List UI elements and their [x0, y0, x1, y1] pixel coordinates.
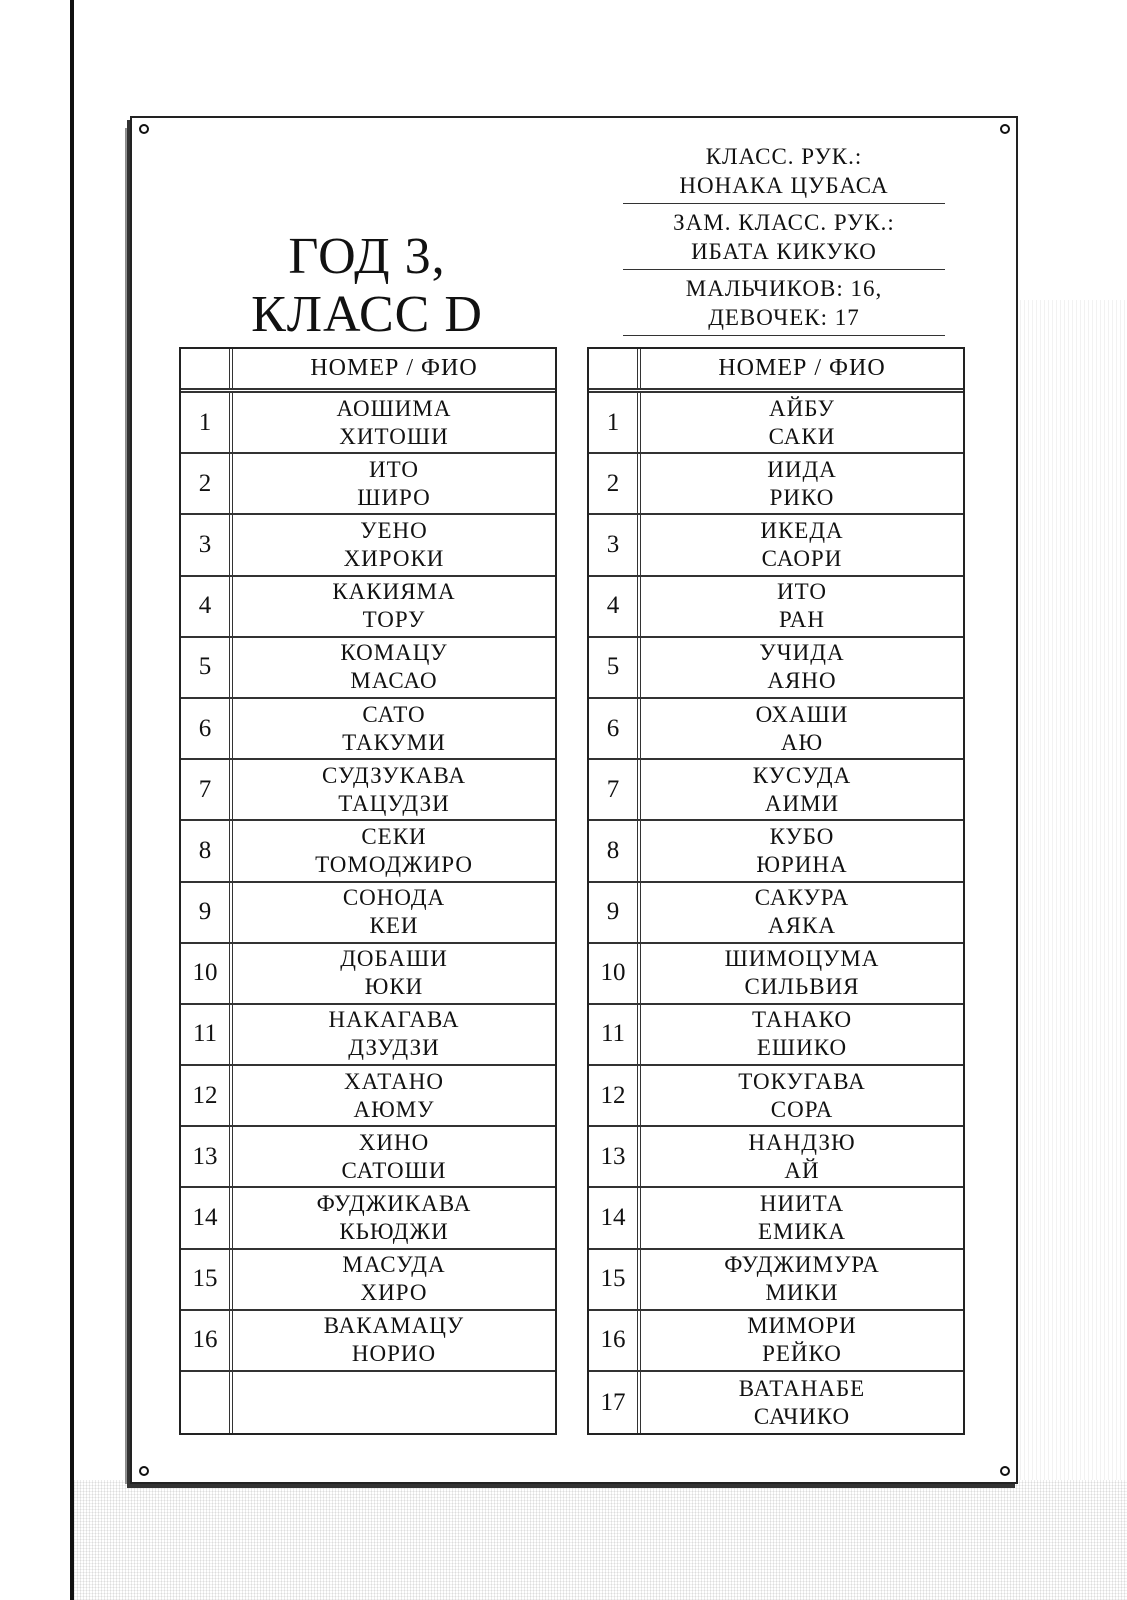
table-row: [181, 1005, 555, 1066]
student-number: 10: [589, 944, 641, 1003]
table-row: [589, 515, 963, 576]
table-row: [589, 760, 963, 821]
student-name: [233, 883, 555, 942]
class-title-year: ГОД 3,: [288, 228, 446, 285]
student-number: 8: [181, 821, 233, 880]
student-last-name: АОШИМА: [336, 395, 452, 421]
header-label: НОМЕР / ФИО: [718, 355, 886, 381]
student-number: 9: [181, 883, 233, 942]
boys-count: МАЛЬЧИКОВ: 16,: [685, 276, 883, 301]
student-name: [641, 883, 963, 942]
student-last-name: ВАТАНАБЕ: [738, 1375, 866, 1401]
header-label: НОМЕР / ФИО: [310, 355, 478, 381]
table-row: [181, 699, 555, 760]
student-first-name: АЮМУ: [353, 1096, 435, 1122]
student-number: 6: [589, 699, 641, 758]
student-last-name: ХАТАНО: [344, 1068, 444, 1094]
student-last-name: ИИДА: [767, 456, 837, 482]
homeroom-teacher-name: НОНАКА ЦУБАСА: [679, 173, 889, 198]
table-row: [181, 515, 555, 576]
student-number: 16: [181, 1311, 233, 1370]
assistant-teacher: [623, 206, 945, 270]
table-row: [589, 1127, 963, 1188]
table-row: [181, 1372, 555, 1433]
table-row: [589, 883, 963, 944]
student-first-name: ТАКУМИ: [342, 729, 446, 755]
student-number: 12: [589, 1066, 641, 1125]
table-row: [181, 821, 555, 882]
table-row: [181, 393, 555, 454]
student-number: 1: [589, 393, 641, 452]
student-name: [233, 1188, 555, 1247]
student-last-name: ИТО: [369, 456, 419, 482]
student-last-name: ТАНАКО: [751, 1007, 853, 1033]
bolt-icon: [139, 1466, 149, 1476]
student-number: 4: [181, 577, 233, 636]
student-last-name: ДОБАШИ: [340, 946, 448, 972]
student-number: 9: [589, 883, 641, 942]
table-row: [589, 1311, 963, 1372]
student-first-name: КЕИ: [369, 913, 419, 939]
student-name: [641, 944, 963, 1003]
bolt-icon: [1000, 1466, 1010, 1476]
student-first-name: САЧИКО: [753, 1403, 851, 1429]
student-first-name: АИМИ: [764, 790, 840, 816]
table-row: [181, 944, 555, 1005]
table-row: [589, 1188, 963, 1249]
student-name: [641, 577, 963, 636]
student-first-name: САТОШИ: [341, 1157, 447, 1183]
student-number: 13: [589, 1127, 641, 1186]
student-first-name: ЮРИНА: [756, 851, 848, 877]
panel-border: [70, 0, 74, 1600]
student-first-name: ЕШИКО: [756, 1035, 848, 1061]
table-row: [589, 638, 963, 699]
student-number: 16: [589, 1311, 641, 1370]
table-row: [181, 1127, 555, 1188]
student-first-name: НОРИО: [351, 1341, 437, 1367]
student-number: 1: [181, 393, 233, 452]
student-name: [641, 393, 963, 452]
table-row: [589, 577, 963, 638]
student-first-name: МИКИ: [765, 1280, 839, 1306]
student-last-name: НАНДЗЮ: [748, 1129, 856, 1155]
student-first-name: ТОРУ: [362, 607, 426, 633]
table-row: [589, 1066, 963, 1127]
student-name: [641, 515, 963, 574]
student-number: 3: [181, 515, 233, 574]
student-first-name: ШИРО: [357, 484, 431, 510]
class-title-class: КЛАСС D: [251, 286, 483, 343]
student-name: [233, 821, 555, 880]
table-row: [589, 393, 963, 454]
table-row: [181, 1066, 555, 1127]
table-header: [181, 349, 555, 393]
student-first-name: МАСАО: [350, 668, 438, 694]
student-first-name: АЯКА: [768, 913, 836, 939]
student-number: 2: [181, 454, 233, 513]
student-last-name: ФУДЖИМУРА: [724, 1252, 880, 1278]
student-last-name: ИКЕДА: [760, 517, 844, 543]
student-first-name: САКИ: [768, 423, 836, 449]
student-first-name: ХИРОКИ: [343, 545, 445, 571]
assistant-teacher-label: ЗАМ. КЛАСС. РУК.:: [673, 210, 895, 235]
student-name: [641, 1005, 963, 1064]
student-number: 14: [589, 1188, 641, 1247]
student-name: [233, 515, 555, 574]
student-last-name: СЕКИ: [361, 823, 427, 849]
table-row: [589, 944, 963, 1005]
student-first-name: РАН: [778, 607, 826, 633]
student-last-name: СУДЗУКАВА: [322, 762, 466, 788]
student-first-name: САОРИ: [761, 545, 843, 571]
student-number: 12: [181, 1066, 233, 1125]
student-number: 13: [181, 1127, 233, 1186]
student-last-name: КОМАЦУ: [340, 640, 448, 666]
student-last-name: ОХАШИ: [755, 701, 849, 727]
student-first-name: АЙ: [784, 1157, 820, 1183]
table-row: [181, 1311, 555, 1372]
table-row: [589, 1005, 963, 1066]
header-num-cell: [589, 349, 641, 388]
student-name: [233, 1250, 555, 1309]
student-last-name: КУБО: [769, 823, 835, 849]
student-name: [233, 944, 555, 1003]
student-name: [641, 1127, 963, 1186]
student-first-name: КЬЮДЖИ: [339, 1219, 449, 1245]
student-name: [641, 1188, 963, 1247]
student-name: [233, 760, 555, 819]
student-number: 10: [181, 944, 233, 1003]
student-first-name: ДЗУДЗИ: [348, 1035, 440, 1061]
header-num-cell: [181, 349, 233, 388]
class-info: [623, 140, 945, 336]
student-last-name: ХИНО: [358, 1129, 430, 1155]
student-name: [233, 1127, 555, 1186]
student-name: [641, 638, 963, 697]
student-name: [641, 454, 963, 513]
table-row: [589, 1372, 963, 1433]
student-first-name: ЕМИКА: [757, 1219, 847, 1245]
student-name: [233, 1372, 555, 1433]
assistant-teacher-name: ИБАТА КИКУКО: [691, 239, 877, 264]
student-last-name: ТОКУГАВА: [738, 1068, 866, 1094]
student-name: [233, 577, 555, 636]
student-first-name: АЮ: [780, 729, 824, 755]
student-name: [641, 1311, 963, 1370]
student-name: [233, 699, 555, 758]
student-first-name: ХИТОШИ: [339, 423, 449, 449]
student-number: 14: [181, 1188, 233, 1247]
student-name: [641, 821, 963, 880]
student-last-name: УЕНО: [360, 517, 428, 543]
student-last-name: ШИМОЦУМА: [724, 946, 880, 972]
student-last-name: АЙБУ: [769, 395, 835, 421]
student-number: 3: [589, 515, 641, 574]
student-name: [233, 1311, 555, 1370]
student-last-name: КАКИЯМА: [332, 579, 456, 605]
table-row: [181, 638, 555, 699]
table-row: [181, 454, 555, 515]
wall-texture-right: [1020, 300, 1127, 1480]
table-row: [181, 1188, 555, 1249]
girls-count: ДЕВОЧЕК: 17: [708, 305, 860, 330]
class-title: [222, 228, 512, 344]
student-name: [641, 760, 963, 819]
student-name: [641, 1250, 963, 1309]
student-name: [233, 1066, 555, 1125]
student-number: 8: [589, 821, 641, 880]
student-first-name: СОРА: [770, 1096, 834, 1122]
student-last-name: УЧИДА: [759, 640, 845, 666]
student-number: 11: [181, 1005, 233, 1064]
student-first-name: ТАЦУДЗИ: [338, 790, 450, 816]
student-name: [233, 638, 555, 697]
student-first-name: ЮКИ: [364, 974, 424, 1000]
student-first-name: АЯНО: [767, 668, 837, 694]
table-row: [181, 1250, 555, 1311]
wall-texture: [74, 1480, 1127, 1600]
boys-roster-table: [179, 347, 557, 1435]
student-number: 5: [181, 638, 233, 697]
table-row: [589, 1250, 963, 1311]
student-last-name: НАКАГАВА: [328, 1007, 460, 1033]
student-number: 2: [589, 454, 641, 513]
table-row: [181, 577, 555, 638]
student-number: 7: [589, 760, 641, 819]
homeroom-teacher: [623, 140, 945, 204]
student-last-name: ИТО: [777, 579, 827, 605]
table-row: [181, 760, 555, 821]
student-name: [641, 1066, 963, 1125]
student-last-name: МИМОРИ: [747, 1313, 857, 1339]
student-last-name: НИИТА: [759, 1191, 845, 1217]
student-first-name: РЕЙКО: [762, 1341, 842, 1367]
table-row: [181, 883, 555, 944]
student-number: 6: [181, 699, 233, 758]
student-last-name: МАСУДА: [342, 1252, 446, 1278]
student-first-name: СИЛЬВИЯ: [744, 974, 860, 1000]
homeroom-teacher-label: КЛАСС. РУК.:: [705, 144, 863, 169]
bolt-icon: [139, 124, 149, 134]
table-header: [589, 349, 963, 393]
student-number: 5: [589, 638, 641, 697]
student-number: 4: [589, 577, 641, 636]
student-last-name: САТО: [362, 701, 426, 727]
student-last-name: ВАКАМАЦУ: [323, 1313, 465, 1339]
student-first-name: ТОМОДЖИРО: [315, 851, 473, 877]
student-name: [641, 699, 963, 758]
student-name: [233, 1005, 555, 1064]
table-row: [589, 699, 963, 760]
student-number: 15: [181, 1250, 233, 1309]
student-number: [181, 1372, 233, 1433]
student-last-name: СОНОДА: [342, 885, 446, 911]
student-name: [233, 454, 555, 513]
student-number: 15: [589, 1250, 641, 1309]
table-row: [589, 821, 963, 882]
student-number: 7: [181, 760, 233, 819]
student-name: [641, 1372, 963, 1433]
student-counts: [623, 272, 945, 336]
table-row: [589, 454, 963, 515]
student-number: 11: [589, 1005, 641, 1064]
student-first-name: ХИРО: [360, 1280, 428, 1306]
student-first-name: РИКО: [769, 484, 835, 510]
bolt-icon: [1000, 124, 1010, 134]
student-last-name: САКУРА: [754, 885, 850, 911]
student-last-name: КУСУДА: [752, 762, 852, 788]
student-number: 17: [589, 1372, 641, 1433]
girls-roster-table: [587, 347, 965, 1435]
student-name: [233, 393, 555, 452]
student-last-name: ФУДЖИКАВА: [316, 1191, 472, 1217]
